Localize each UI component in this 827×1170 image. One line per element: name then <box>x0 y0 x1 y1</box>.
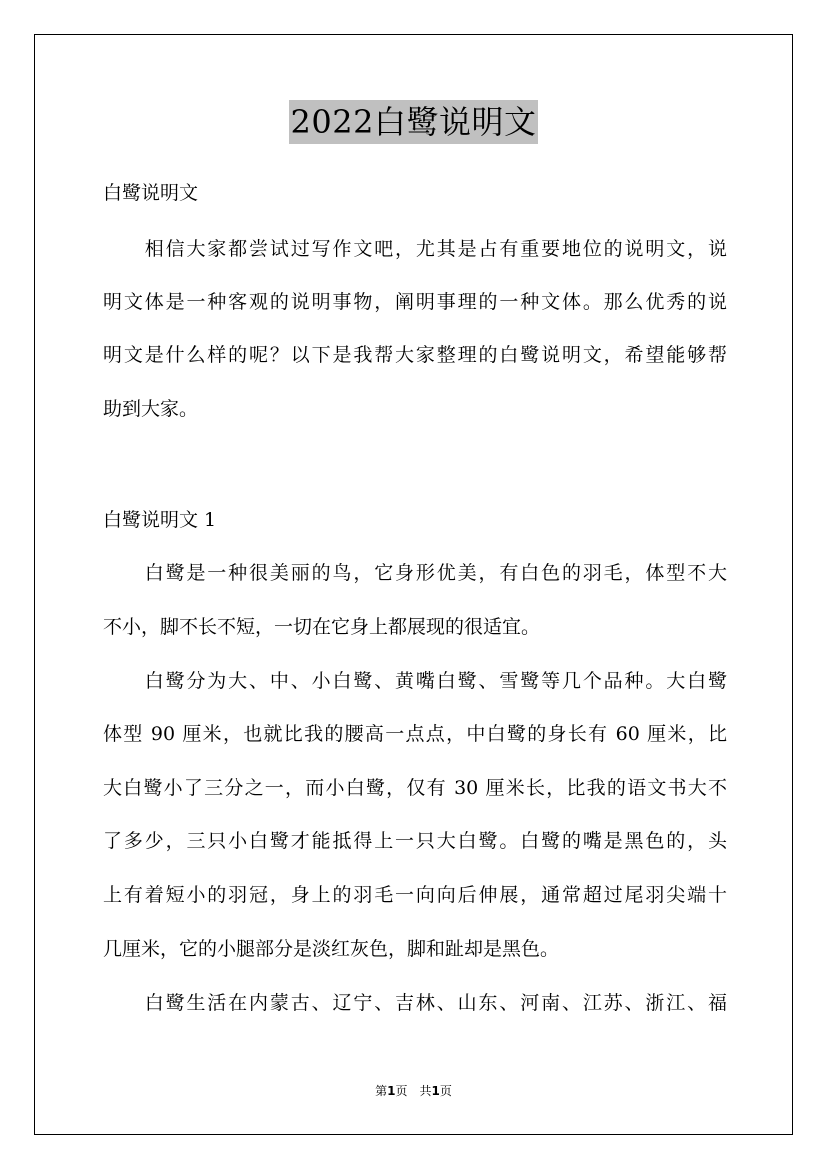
intro-line: 相信大家都尝试过写作文吧，尤其是占有重要地位的说明文，说 <box>103 238 727 260</box>
footer-mid: 页 共 <box>395 1084 432 1098</box>
document-title: 2022白鹭说明文 <box>289 100 539 144</box>
paragraph-line: 上有着短小的羽冠，身上的羽毛一向向后伸展，通常超过尾羽尖端十 <box>103 884 727 906</box>
section-heading: 白鹭说明文 1 <box>103 509 217 531</box>
footer-page-total: 1 <box>431 1084 440 1098</box>
page-footer <box>0 1083 827 1099</box>
paragraph-line: 了多少，三只小白鹭才能抵得上一只大白鹭。白鹭的嘴是黑色的，头 <box>103 830 727 852</box>
paragraph-line: 不小，脚不长不短，一切在它身上都展现的很适宜。 <box>103 616 541 638</box>
footer-prefix: 第 <box>375 1084 388 1098</box>
paragraph-line: 大白鹭小了三分之一，而小白鹭，仅有 30 厘米长，比我的语文书大不 <box>103 777 727 799</box>
intro-line: 明文是什么样的呢？以下是我帮大家整理的白鹭说明文，希望能够帮 <box>103 344 727 366</box>
intro-line: 助到大家。 <box>103 398 199 420</box>
footer-suffix: 页 <box>439 1084 452 1098</box>
paragraph-line: 白鹭生活在内蒙古、辽宁、吉林、山东、河南、江苏、浙江、福 <box>103 992 727 1014</box>
title-container <box>0 100 827 144</box>
paragraph-line: 白鹭是一种很美丽的鸟，它身形优美，有白色的羽毛，体型不大 <box>103 562 727 584</box>
document-heading: 白鹭说明文 <box>103 182 199 204</box>
paragraph-line: 白鹭分为大、中、小白鹭、黄嘴白鹭、雪鹭等几个品种。大白鹭 <box>103 670 727 692</box>
intro-line: 明文体是一种客观的说明事物，阐明事理的一种文体。那么优秀的说 <box>103 291 727 313</box>
paragraph-line: 几厘米，它的小腿部分是淡红灰色，脚和趾却是黑色。 <box>103 938 560 960</box>
paragraph-line: 体型 90 厘米，也就比我的腰高一点点，中白鹭的身长有 60 厘米，比 <box>103 723 727 745</box>
footer-page-number: 1 <box>387 1084 396 1098</box>
